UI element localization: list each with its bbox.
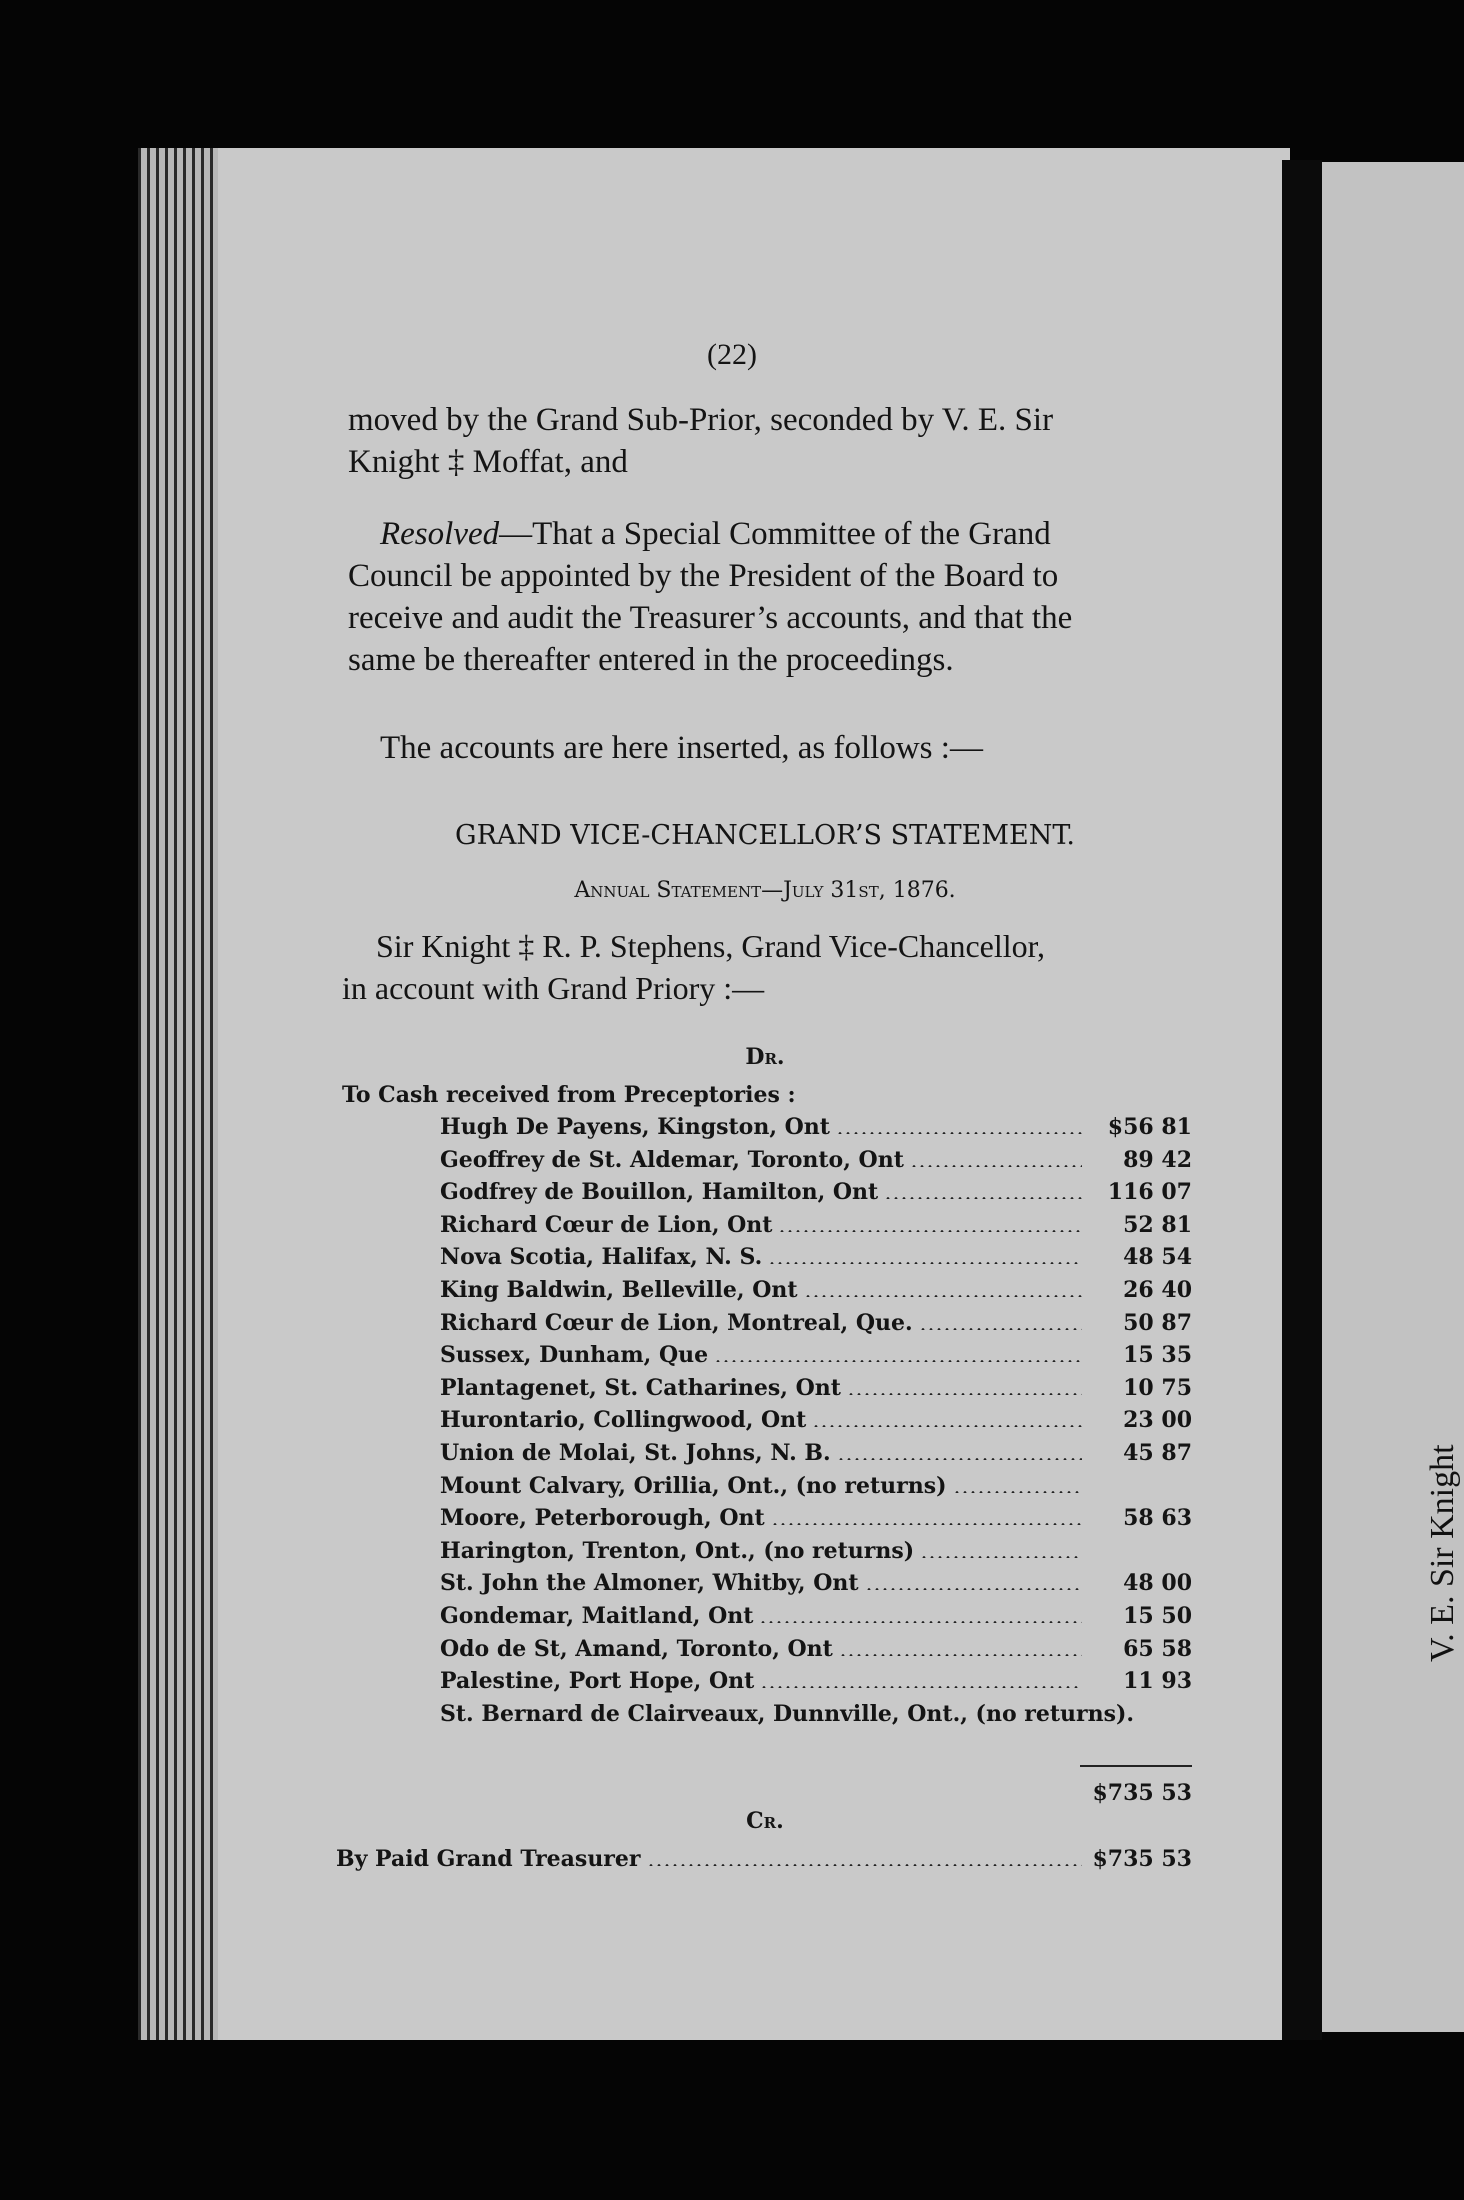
account-entry-row	[440, 1440, 1192, 1470]
entry-name: Moore, Peterborough, Ont	[440, 1505, 765, 1532]
dr-label: Dr.	[745, 1044, 785, 1070]
entry-amount: 11 93	[1123, 1668, 1192, 1695]
entry-amount: $56 81	[1107, 1114, 1192, 1140]
account-entry-row	[440, 1375, 1192, 1405]
resolved-text: —That a Special Committee of the Grand	[499, 516, 1051, 552]
total-amount: $735 53	[1092, 1780, 1192, 1806]
account-entry-row	[440, 1603, 1192, 1633]
entry-name: Plantagenet, St. Catharines, Ont	[440, 1374, 841, 1401]
entry-amount: 10 75	[1123, 1374, 1192, 1401]
dot-leader	[768, 1262, 1082, 1264]
entry-amount: 50 87	[1123, 1309, 1192, 1336]
entry-amount: 65 58	[1123, 1635, 1192, 1662]
page-number: (22)	[707, 338, 757, 371]
paragraph-line: Council be appointed by the President of the Board to	[348, 558, 1059, 594]
account-entry-row	[440, 1636, 1192, 1666]
dot-leader	[847, 1393, 1082, 1395]
dot-leader	[839, 1654, 1082, 1656]
account-entry-row	[440, 1473, 1192, 1503]
entry-name: Palestine, Port Hope, Ont	[440, 1668, 755, 1695]
entry-amount: 15 35	[1123, 1342, 1192, 1369]
dot-leader	[759, 1621, 1082, 1623]
entry-name: Richard Cœur de Lion, Ont	[440, 1211, 773, 1238]
entry-name: Hurontario, Collingwood, Ont	[440, 1407, 807, 1434]
dot-leader	[920, 1556, 1082, 1558]
paragraph-line: same be thereafter entered in the proceedings.	[348, 642, 954, 678]
entry-amount: 116 07	[1107, 1179, 1192, 1206]
paid-treasurer-amount: $735 53	[1092, 1846, 1192, 1872]
entry-name: Gondemar, Maitland, Ont	[440, 1603, 754, 1629]
total-rule	[1080, 1765, 1192, 1767]
account-entry-row	[440, 1407, 1192, 1437]
statement-intro: Sir Knight ‡ R. P. Stephens, Grand Vice-Chancellor,	[376, 928, 1046, 964]
dot-leader	[812, 1425, 1082, 1427]
entry-name: Godfrey de Bouillon, Hamilton, Ont	[440, 1179, 879, 1206]
entry-name: Sussex, Dunham, Que	[440, 1342, 709, 1369]
account-entry-row	[440, 1244, 1192, 1274]
dot-leader	[647, 1864, 1082, 1866]
entry-name: Harington, Trenton, Ont., (no returns)	[440, 1537, 915, 1564]
book-spine	[1282, 160, 1322, 2040]
account-entry-row	[440, 1147, 1192, 1177]
dot-leader	[910, 1165, 1082, 1167]
account-entry-row	[440, 1277, 1192, 1307]
entry-amount: 15 50	[1123, 1603, 1192, 1629]
entry-amount: 26 40	[1123, 1277, 1192, 1303]
paid-treasurer-label: By Paid Grand Treasurer	[336, 1846, 641, 1872]
dot-leader	[836, 1132, 1082, 1134]
entry-name: Union de Molai, St. Johns, N. B.	[440, 1440, 831, 1466]
entry-name: Mount Calvary, Orillia, Ont., (no returns)	[440, 1472, 947, 1499]
account-entry-row	[440, 1668, 1192, 1698]
statement-intro: in account with Grand Priory :—	[342, 970, 765, 1006]
entry-amount: 48 00	[1123, 1570, 1192, 1597]
dot-leader	[760, 1686, 1082, 1688]
account-entry-row	[440, 1310, 1192, 1340]
entry-name: Hugh De Payens, Kingston, Ont	[440, 1114, 830, 1140]
dot-leader	[714, 1360, 1082, 1362]
entry-amount: 23 00	[1123, 1407, 1192, 1434]
cr-label: Cr.	[746, 1808, 784, 1834]
account-entry-row	[440, 1701, 1192, 1731]
account-entry-row	[440, 1538, 1192, 1568]
facing-page	[1322, 162, 1464, 2032]
entry-amount: 52 81	[1123, 1211, 1192, 1238]
dot-leader	[865, 1588, 1082, 1590]
account-entry-row	[440, 1114, 1192, 1144]
dot-leader	[778, 1230, 1082, 1232]
paragraph-line: moved by the Grand Sub-Prior, seconded by V. E. Sir	[348, 402, 1054, 438]
paragraph-line: Knight ‡ Moffat, and	[348, 444, 628, 480]
dot-leader	[837, 1458, 1082, 1460]
account-entry-row	[440, 1179, 1192, 1209]
entry-name: King Baldwin, Belleville, Ont	[440, 1277, 798, 1303]
entry-amount: 45 87	[1123, 1440, 1192, 1466]
entry-amount: 89 42	[1123, 1146, 1192, 1173]
entry-name: Richard Cœur de Lion, Montreal, Que.	[440, 1309, 913, 1336]
dot-leader	[919, 1328, 1082, 1330]
dot-leader	[771, 1523, 1082, 1525]
page-edges	[138, 148, 218, 2040]
account-entry-row	[440, 1505, 1192, 1535]
entry-amount: 58 63	[1123, 1505, 1192, 1532]
entry-name: St. Bernard de Clairveaux, Dunnville, Ont., (no returns).	[440, 1700, 1135, 1727]
entry-name: St. John the Almoner, Whitby, Ont	[440, 1570, 859, 1597]
dot-leader	[804, 1295, 1082, 1297]
entry-name: Nova Scotia, Halifax, N. S.	[440, 1244, 763, 1271]
entry-name: Geoffrey de St. Aldemar, Toronto, Ont	[440, 1146, 904, 1173]
resolved-line	[380, 516, 1051, 553]
account-entry-row	[440, 1342, 1192, 1372]
resolved-word: Resolved	[380, 516, 500, 552]
paragraph-line: receive and audit the Treasurer’s accounts, and that the	[348, 600, 1073, 636]
dot-leader	[884, 1197, 1082, 1199]
dot-leader	[953, 1491, 1082, 1493]
entry-name: Odo de St, Amand, Toronto, Ont	[440, 1635, 833, 1662]
entry-amount: 48 54	[1123, 1244, 1192, 1271]
account-entry-row	[440, 1212, 1192, 1242]
statement-subheading: Annual Statement—July 31st, 1876.	[574, 878, 956, 903]
account-entry-row	[440, 1570, 1192, 1600]
facing-page-text: V. E. Sir Knight	[1424, 1444, 1461, 1662]
statement-heading: GRAND VICE-CHANCELLOR’S STATEMENT.	[455, 820, 1075, 851]
paragraph-line: The accounts are here inserted, as follows :—	[380, 730, 983, 766]
to-cash-heading: To Cash received from Preceptories :	[342, 1082, 796, 1108]
paid-treasurer-row	[336, 1846, 1192, 1876]
